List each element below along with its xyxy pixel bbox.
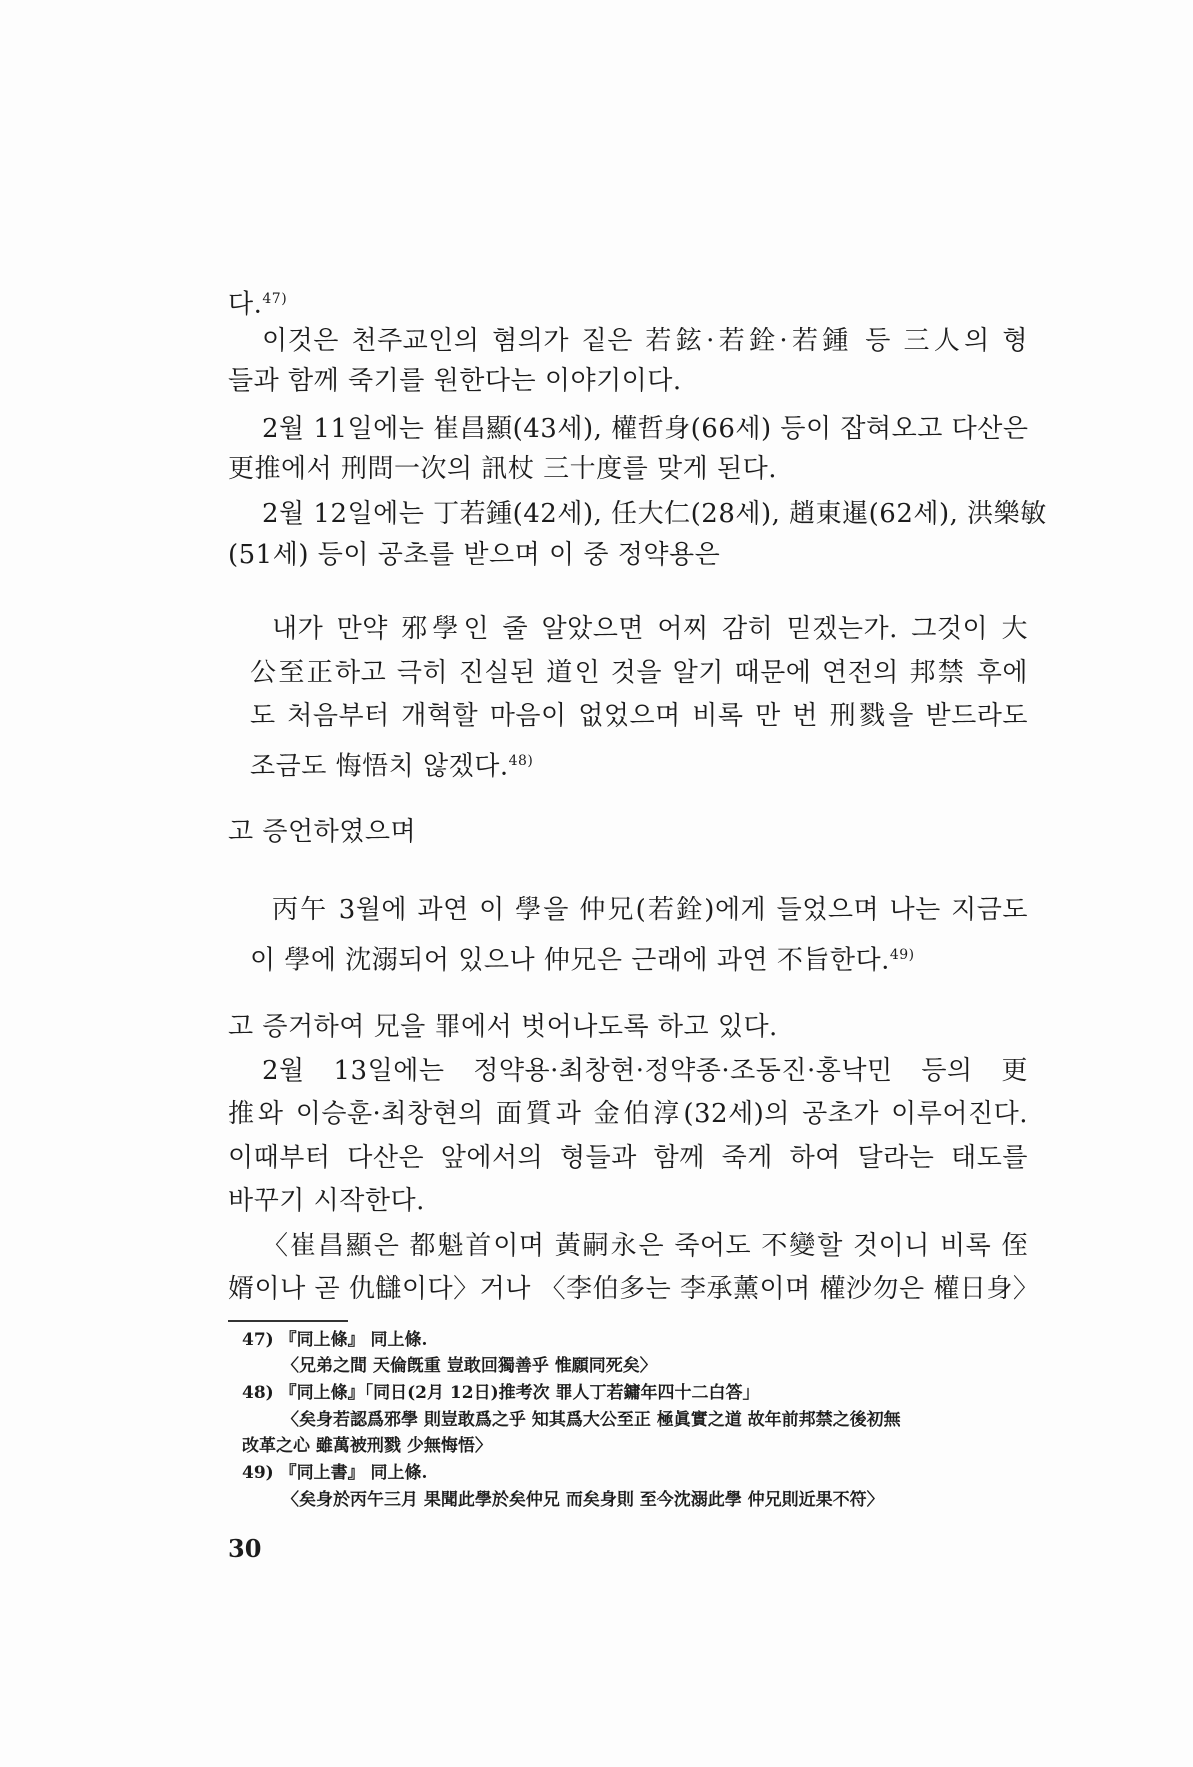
paragraph-line: 고 증언하였으며 [228, 817, 417, 847]
quote-line: 도 처음부터 개혁할 마음이 없었으며 비록 만 번 刑戮을 받드라도 [250, 701, 1028, 731]
quote-line: 公至正하고 극히 진실된 道인 것을 알기 때문에 연전의 邦禁 후에 [250, 658, 1028, 688]
paragraph-line: 바꾸기 시작한다. [228, 1186, 425, 1216]
paragraph-line: 고 증거하여 兄을 罪에서 벗어나도록 하고 있다. [228, 1012, 778, 1042]
footnote-49-title: 49) 『同上書』 同上條. [242, 1463, 428, 1483]
paragraph-line: 들과 함께 죽기를 원한다는 이야기이다. [228, 366, 682, 396]
paragraph-line: 推와 이승훈·최창현의 面質과 金伯淳(32세)의 공초가 이루어진다. [228, 1099, 1028, 1129]
page-number: 30 [228, 1534, 262, 1563]
paragraph-line: 〈崔昌顯은 都魁首이며 黃嗣永은 죽어도 不變할 것이니 비록 侄 [262, 1231, 1028, 1261]
footnote-48-text: 〈矣身若認爲邪學 則豈敢爲之乎 知其爲大公至正 極眞實之道 故年前邦禁之後初無 [282, 1410, 901, 1430]
paragraph-line: 이것은 천주교인의 혐의가 짙은 若鉉·若銓·若鍾 등 三人의 형 [262, 326, 1028, 356]
footnote-49-text: 〈矣身於丙午三月 果聞此學於矣仲兄 而矣身則 至今沈溺此學 仲兄則近果不符〉 [282, 1490, 884, 1510]
quote-line: 이 學에 沈溺되어 있으나 仲兄은 근래에 과연 不旨한다.$^{49)}$ [250, 945, 915, 976]
paragraph-line: 2월 13일에는 정약용·최창현·정약종·조동진·홍낙민 등의 更 [262, 1056, 1028, 1086]
paragraph-line: 2월 12일에는 丁若鍾(42세), 任大仁(28세), 趙東暹(62세), 洪樂敏 [262, 499, 1047, 529]
footnote-48-text: 改革之心 雖萬被刑戮 少無悔悟〉 [242, 1436, 492, 1456]
footnote-47-title: 47) 『同上條』 同上條. [242, 1330, 428, 1350]
footnote-48-title: 48) 『同上條』「同日(2月 12日)推考次 罪人丁若鏞年四十二白答」 [242, 1383, 760, 1403]
quote-line: 내가 만약 邪學인 줄 알았으면 어찌 감히 믿겠는가. 그것이 大 [272, 614, 1028, 644]
paragraph-line: 2월 11일에는 崔昌顯(43세), 權哲身(66세) 등이 잡혀오고 다산은 [262, 414, 1029, 444]
paragraph-line: 更推에서 刑問一次의 訊杖 三十度를 맞게 된다. [228, 454, 778, 484]
paragraph-line: 이때부터 다산은 앞에서의 형들과 함께 죽게 하여 달라는 태도를 [228, 1143, 1028, 1173]
footnote-ref-49: 49) [889, 947, 915, 963]
paragraph-line: (51세) 등이 공초를 받으며 이 중 정약용은 [228, 540, 721, 570]
footnote-divider [228, 1320, 348, 1322]
footnote-47-text: 〈兄弟之間 天倫旣重 豈敢回獨善乎 惟願同死矣〉 [282, 1356, 657, 1376]
quote-line: 조금도 悔悟치 않겠다.$^{48)}$ [250, 751, 534, 782]
footnote-ref-47: 47) [262, 291, 288, 307]
footnote-ref-48: 48) [508, 753, 534, 769]
paragraph-line: 婿이나 곧 仇讎이다〉거나 〈李伯多는 李承薰이며 權沙勿은 權日身〉 [228, 1274, 1040, 1304]
paragraph-end-line: 다.$^{47)}$ [228, 289, 288, 320]
quote-line: 丙午 3월에 과연 이 學을 仲兄(若銓)에게 들었으며 나는 지금도 [272, 895, 1028, 925]
